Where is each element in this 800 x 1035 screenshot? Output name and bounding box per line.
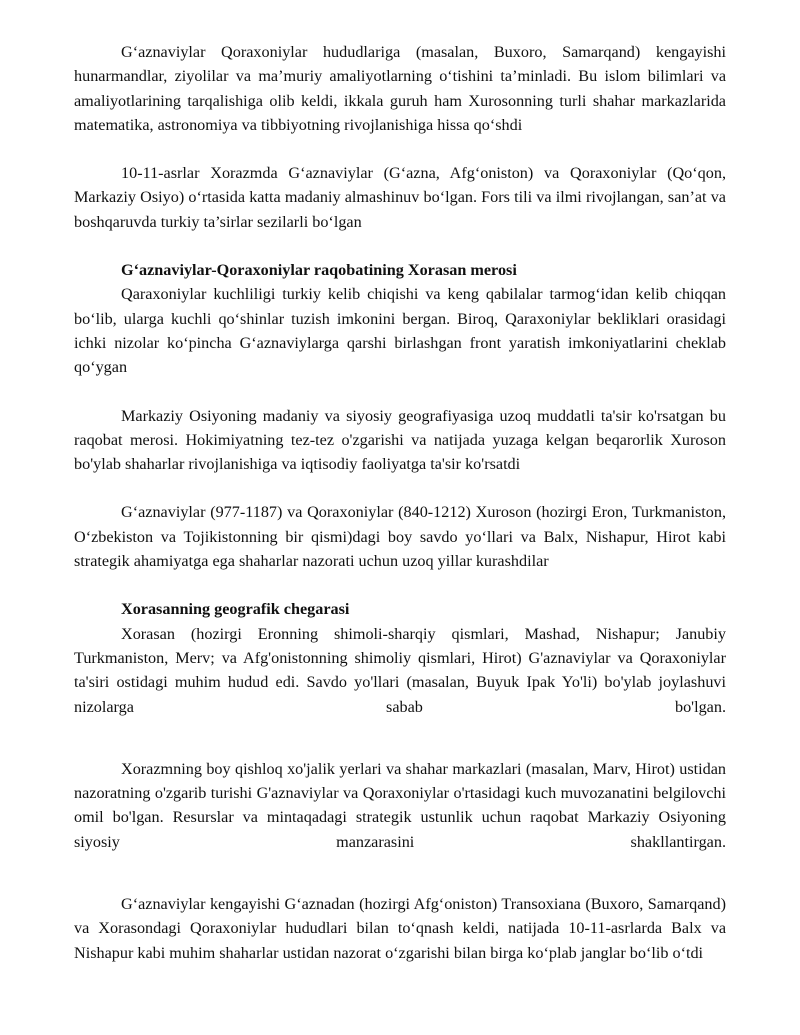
paragraph-ghaznavid-clash: G‘aznaviylar kengayishi G‘aznadan (hozirgi Afg‘oniston) Transoxiana (Buxoro, Samarqand) va Xorasondagi Qoraxoniylar hududlari bilan to‘qnash keldi, natijada 10-11-asrlarda Balx va Nishapur kabi muhim shaharlar ustidan nazorat o‘zgarishi bilan birga ko‘plab janglar bo‘lib o‘tdi <box>74 895 726 962</box>
section-heading-legacy: G‘aznaviylar-Qoraxoniylar raqobatining Xorasan merosi <box>121 261 517 280</box>
paragraph-cultural-exchange: 10-11-asrlar Xorazmda G‘aznaviylar (G‘azna, Afg‘oniston) va Qoraxoniylar (Qo‘qon, Markaziy Osiyo) o‘rtasida katta madaniy almashinuv bo‘lgan. Fors tili va ilmi rivojlangan, san’at va boshqaruvda turkiy ta’sirlar sezilarli bo‘lgan <box>74 164 726 231</box>
paragraph-qarakhanid-strength: Qaraxoniylar kuchliligi turkiy kelib chiqishi va keng qabilalar tarmog‘idan kelib chiqqan bo‘lib, ularga kuchli qo‘shinlar tuzish imkonini bergan. Biroq, Qaraxoniylar bekliklari orasidagi ichki nizolar ko‘pincha G‘aznaviylarga qarshi birlashgan front yaratish imkoniyatlarini cheklab qo‘ygan <box>74 285 726 377</box>
document-page <box>74 40 726 965</box>
paragraph-khorasan-region: Xorasan (hozirgi Eronning shimoli-sharqiy qismlari, Mashad, Nishapur; Janubiy Turkmaniston, Merv; va Afg'onistonning shimoliy qismlari, Hirot) G'aznaviylar va Qoraxoniylar ta'siri ostidagi muhim hudud edi. Savdo yo'llari (masalan, Buyuk Ipak Yo'li) bo'ylab joylashuvi nizolarga sabab bo'lgan. <box>74 624 726 716</box>
paragraph-rivalry-legacy: Markaziy Osiyoning madaniy va siyosiy geografiyasiga uzoq muddatli ta'sir ko'rsatgan bu raqobat merosi. Hokimiyatning tez-tez o'zgarishi va natijada yuzaga kelgan beqarorlik Xuroson bo'ylab shaharlar rivojlanishiga va iqtisodiy faoliyatga ta'sir ko'rsatdi <box>74 406 726 474</box>
paragraph-khorasan-struggle: G‘aznaviylar (977-1187) va Qoraxoniylar (840-1212) Xuroson (hozirgi Eron, Turkmaniston, O‘zbekiston va Tojikistonning bir qismi)dagi boy savdo yo‘llari va Balx, Nishapur, Hirot kabi strategik ahamiyatga ega shaharlar nazorati uchun uzoq yillar kurashdilar <box>74 503 726 571</box>
paragraph-khorezm-control: Xorazmning boy qishloq xo'jalik yerlari va shahar markazlari (masalan, Marv, Hirot) ustidan nazoratning o'zgarib turishi G'aznaviylar va Qoraxoniylar o'rtasidagi kuch muvozanatini belgilovchi omil bo'lgan. Resurslar va mintaqadagi strategik ustunlik uchun raqobat Markaziy Osiyoning siyosiy manzarasini shakllantirgan. <box>74 759 726 851</box>
paragraph-ghaznavid-expansion: G‘aznaviylar Qoraxoniylar hududlariga (masalan, Buxoro, Samarqand) kengayishi hunarmandlar, ziyolilar va ma’muriy amaliyotlarning o‘tishini ta’minladi. Bu islom bilimlari va amaliyotlarining tarqalishiga olib keldi, ikkala guruh ham Xurosonning turli shahar markazlarida matematika, astronomiya va tibbiyotning rivojlanishiga hissa qo‘shdi <box>74 43 726 134</box>
section-heading-geography: Xorasanning geografik chegarasi <box>121 600 350 619</box>
